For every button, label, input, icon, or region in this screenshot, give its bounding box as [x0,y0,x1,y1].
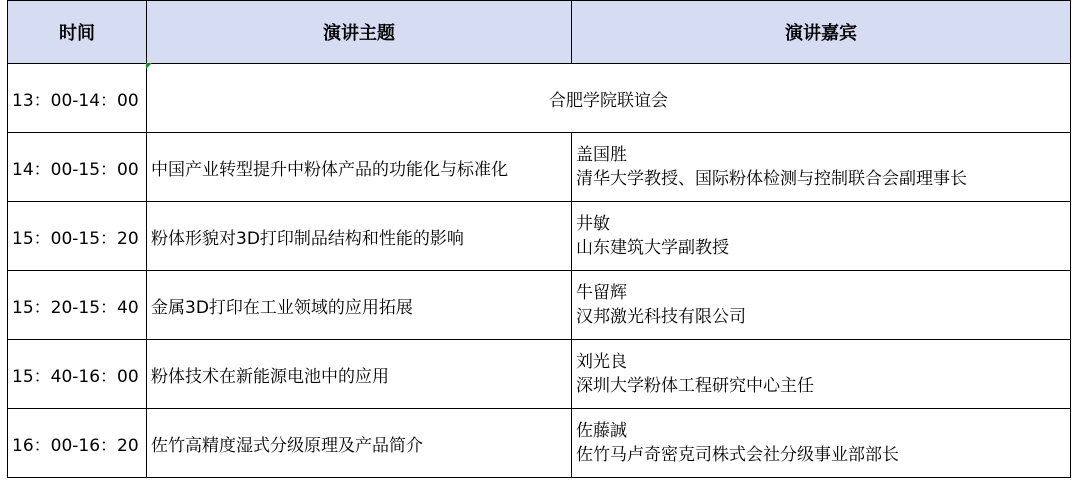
header-time: 时间 [8,1,147,64]
header-topic: 演讲主题 [147,1,572,64]
table-row [8,202,1071,271]
speaker-cell [572,271,1071,340]
cell-comment-marker [146,63,152,69]
topic-cell: 中国产业转型提升中粉体产品的功能化与标准化 [147,133,572,202]
speaker-cell [572,133,1071,202]
speaker-name: 盖国胜 [576,145,627,165]
speaker-name: 牛留辉 [576,283,627,303]
header-row [8,1,1071,64]
topic-cell: 粉体形貌对3D打印制品结构和性能的影响 [147,202,572,271]
speaker-name: 佐藤誠 [576,421,627,441]
speaker-title: 山东建筑大学副教授 [576,238,729,258]
header-speaker: 演讲嘉宾 [572,1,1071,64]
time-cell: 15：20-15：40 [8,271,147,340]
time-cell: 13：00-14：00 [8,64,147,133]
topic-cell: 粉体技术在新能源电池中的应用 [147,340,572,409]
speaker-title: 清华大学教授、国际粉体检测与控制联合会副理事长 [576,169,967,189]
speaker-title: 汉邦激光科技有限公司 [576,307,746,327]
table-row [8,133,1071,202]
table-row [8,271,1071,340]
speaker-name: 刘光良 [576,352,627,372]
time-cell: 15：00-15：20 [8,202,147,271]
topic-cell: 金属3D打印在工业领域的应用拓展 [147,271,572,340]
schedule-table [7,0,1071,478]
time-cell: 14：00-15：00 [8,133,147,202]
topic-cell: 佐竹高精度湿式分级原理及产品简介 [147,409,572,478]
speaker-name: 井敏 [576,214,610,234]
table-row [8,64,1071,133]
time-cell: 16：00-16：20 [8,409,147,478]
speaker-title: 深圳大学粉体工程研究中心主任 [576,376,814,396]
speaker-cell [572,409,1071,478]
speaker-title: 佐竹马卢奇密克司株式会社分级事业部部长 [576,445,899,465]
merged-event-cell [147,64,1071,133]
speaker-cell [572,340,1071,409]
table-row [8,409,1071,478]
table-row [8,340,1071,409]
speaker-cell [572,202,1071,271]
time-cell: 15：40-16：00 [8,340,147,409]
event-label: 合肥学院联谊会 [549,90,668,111]
